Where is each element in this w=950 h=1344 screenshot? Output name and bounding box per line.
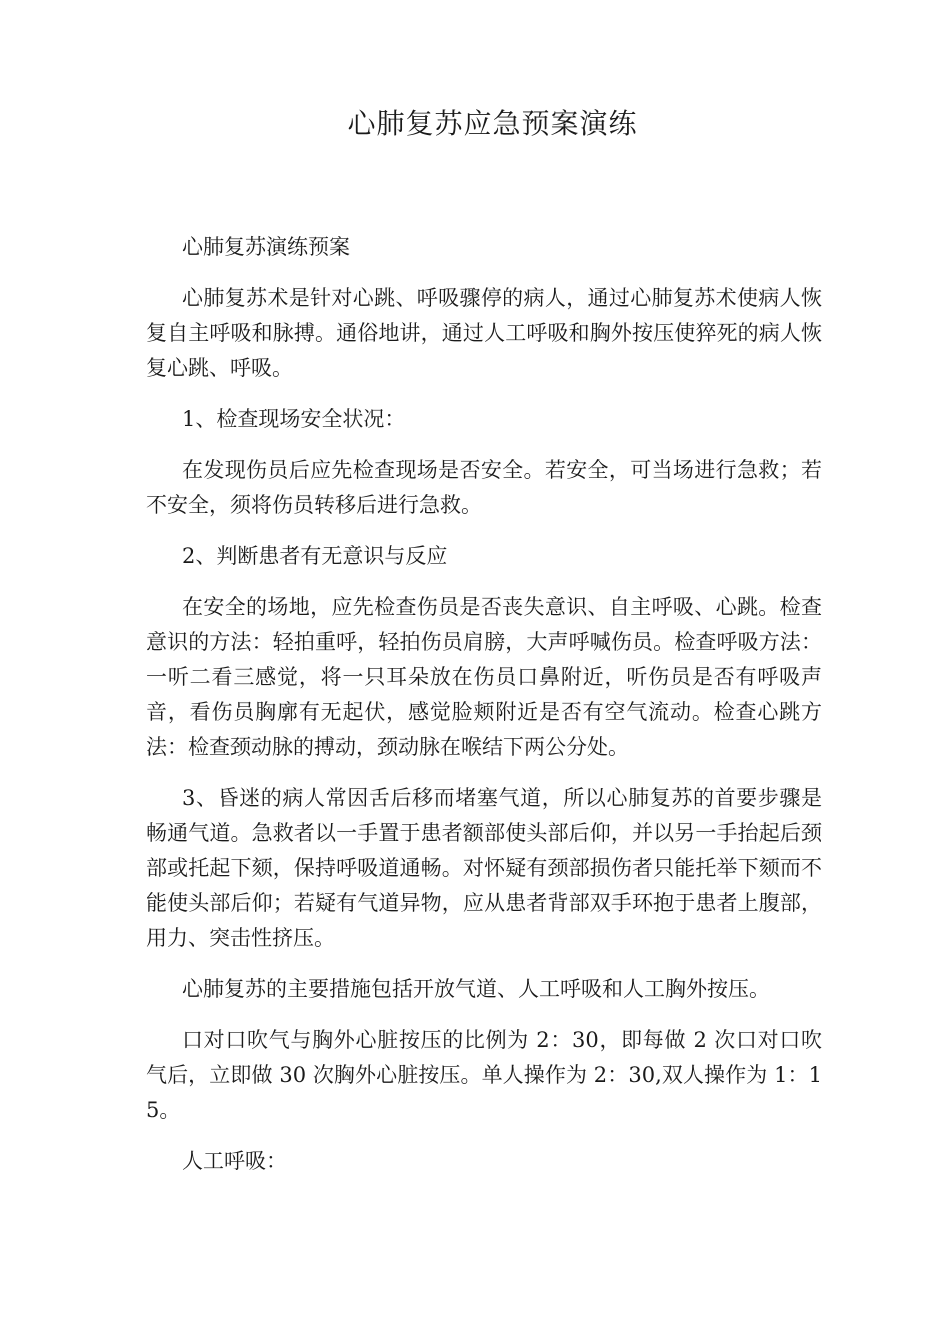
document-title: 心肺复苏应急预案演练 [347,107,638,140]
paragraph-plan-heading: 心肺复苏演练预案 [182,235,350,259]
paragraph-step-1-text: 在发现伤员后应先检查现场是否安全。若安全，可当场进行急救；若不安全，须将伤员转移后进行急救。 [146,458,822,517]
document-body [146,230,822,1195]
paragraph-step-1-heading: 1、检查现场安全状况： [182,407,406,431]
paragraph-step-2-heading: 2、判断患者有无意识与反应 [182,544,448,568]
paragraph-step-2-text: 在安全的场地，应先检查伤员是否丧失意识、自主呼吸、心跳。检查意识的方法：轻拍重呼，轻拍伤员肩膀，大声呼喊伤员。检查呼吸方法：一听二看三感觉，将一只耳朵放在伤员口鼻附近，听伤员是否有呼吸声音，看伤员胸廓有无起伏，感觉脸颊附近是否有空气流动。检查心跳方法：检查颈动脉的搏动，颈动脉在喉结下两公分处。 [146,595,822,759]
paragraph-step-3-text: 3、昏迷的病人常因舌后移而堵塞气道，所以心肺复苏的首要步骤是畅通气道。急救者以一手置于患者额部使头部后仰，并以另一手抬起后颈部或托起下颏，保持呼吸道通畅。对怀疑有颈部损伤者只能托举下颏而不能使头部后仰；若疑有气道异物，应从患者背部双手环抱于患者上腹部，用力、突击性挤压。 [146,786,822,950]
paragraph-ratio: 口对口吹气与胸外心脏按压的比例为 2：30，即每做 2 次口对口吹气后，立即做 30 次胸外心脏按压。单人操作为 2：30,双人操作为 1：15。 [146,1028,822,1122]
paragraph-cpr-definition: 心肺复苏术是针对心跳、呼吸骤停的病人，通过心肺复苏术使病人恢复自主呼吸和脉搏。通俗地讲，通过人工呼吸和胸外按压使猝死的病人恢复心跳、呼吸。 [146,286,822,380]
paragraph-artificial-respiration-heading: 人工呼吸： [182,1149,287,1173]
paragraph-main-measures: 心肺复苏的主要措施包括开放气道、人工呼吸和人工胸外按压。 [182,977,770,1001]
